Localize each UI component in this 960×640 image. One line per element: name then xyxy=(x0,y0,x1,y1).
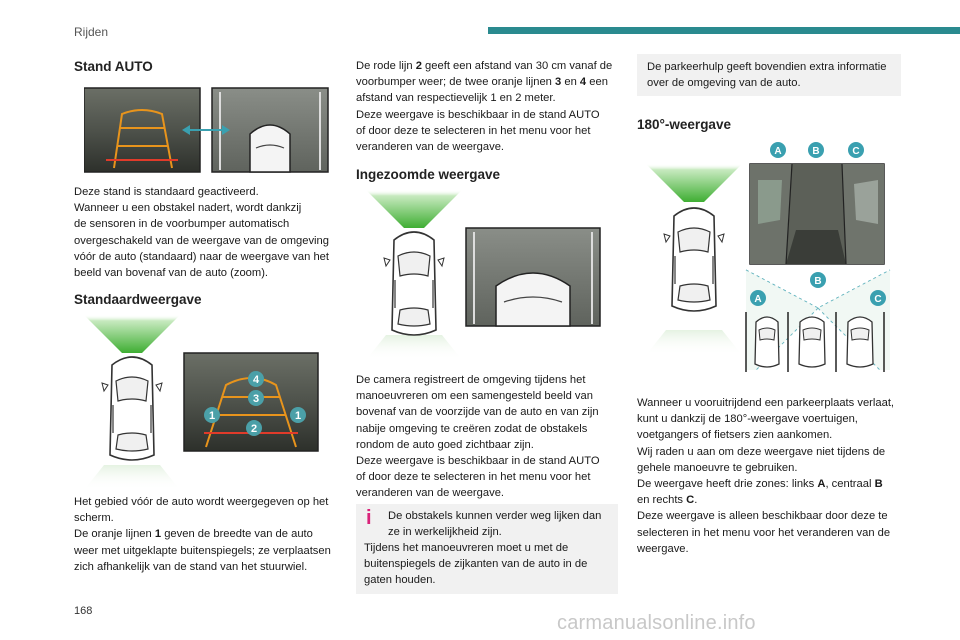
text-line: gaten houden. xyxy=(364,574,436,587)
badge-1-left: 1 xyxy=(208,410,216,422)
weergave-180-figure xyxy=(646,140,896,380)
text-line: rondom de auto goed zichtbaar zijn. xyxy=(356,438,534,451)
badge-1-right: 1 xyxy=(294,410,302,422)
text-line: De rode lijn 2 geeft een afstand van 30 cm vanaf de xyxy=(356,60,613,72)
text-line: weer met uitgeklapte buitenspiegels; ze verplaatsen xyxy=(74,544,331,557)
text-line: scherm. xyxy=(74,512,114,525)
text-line: veranderen van de weergave. xyxy=(356,141,505,154)
text-line: over de omgeving van de auto. xyxy=(647,77,801,90)
text-line: Wij raden u aan om deze weergave niet tijdens de xyxy=(637,445,886,458)
stand-auto-figure xyxy=(84,86,330,176)
heading-stand-auto: Stand AUTO xyxy=(74,59,153,74)
text-line: de sensoren in de voorbumper automatisch xyxy=(74,218,290,231)
text-line: afstand van respectievelijk 1 en 2 meter. xyxy=(356,92,556,105)
text-line: buitenspiegels de zijkanten van de auto in de xyxy=(364,558,588,571)
header-accent-bar xyxy=(488,27,960,34)
info-icon: i xyxy=(366,507,372,529)
text-line: voetgangers of fietsers zien aankomen. xyxy=(637,429,833,442)
standaard-text xyxy=(74,494,349,575)
text-line: vóór de auto (standaard) naar de weergave van het xyxy=(74,250,329,263)
text-line: ze in werkelijkheid zijn. xyxy=(388,526,502,539)
badge-3: 3 xyxy=(252,393,260,405)
text-line: Tijdens het manoeuvreren moet u met de xyxy=(364,542,569,554)
text-line: De obstakels kunnen verder weg lijken dan xyxy=(388,510,602,522)
badge-2: 2 xyxy=(250,423,258,435)
heading-180-weergave: 180°-weergave xyxy=(637,117,731,132)
text-line: Wanneer u vooruitrijdend een parkeerplaats verlaat, xyxy=(637,397,895,409)
text-line: veranderen van de weergave. xyxy=(356,487,505,500)
zone-label-b-top: B xyxy=(812,146,820,157)
text-line: bovenaf van de voorzijde van de auto en van zijn xyxy=(356,406,599,419)
page-number: 168 xyxy=(74,605,93,617)
badge-4: 4 xyxy=(252,374,260,386)
text-line: Het gebied vóór de auto wordt weergegeven op het xyxy=(74,496,329,508)
text-line: Wanneer u een obstakel nadert, wordt dankzij xyxy=(74,202,302,215)
text-line: De parkeerhulp geeft bovendien extra informatie xyxy=(647,61,887,73)
text-line: en rechts C. xyxy=(637,494,698,507)
zone-label-a-bottom: A xyxy=(754,294,762,305)
zone-label-c-top: C xyxy=(852,146,860,157)
text-line: Deze weergave is beschikbaar in de stand AUTO xyxy=(356,455,600,468)
text-line: overgeschakeld van de weergave van de omgeving xyxy=(74,234,329,247)
text-line: gehele manoeuvre te gebruiken. xyxy=(637,461,798,474)
standaard-text-continued xyxy=(356,58,624,155)
text-line: De camera registreert de omgeving tijdens het xyxy=(356,374,586,386)
text-line: voorbumper weer; de twee oranje lijnen 3 en 4 een xyxy=(356,76,608,89)
text-line: manoeuvreren om een samengesteld beeld van xyxy=(356,390,593,403)
stand-auto-text xyxy=(74,184,344,281)
standaardweergave-figure xyxy=(84,315,324,490)
zone-label-b-bottom: B xyxy=(814,276,822,287)
watermark: carmanualsonline.info xyxy=(557,612,756,634)
text-line: kunt u dankzij de 180°-weergave voertuigen, xyxy=(637,413,858,426)
text-line: nabije omgeving te creëren zodat de obstakels xyxy=(356,422,588,435)
text-line: Deze stand is standaard geactiveerd. xyxy=(74,186,259,198)
text-line: selecteren in het menu voor het veranderen van de xyxy=(637,526,891,539)
text-line: zich afhankelijk van de stand van het stuurwiel. xyxy=(74,560,308,573)
text-line: De oranje lijnen 1 geven de breedte van de auto xyxy=(74,528,313,541)
zone-label-c-bottom: C xyxy=(874,294,882,305)
info-box-obstakels xyxy=(356,504,618,594)
weergave-180-text xyxy=(637,395,912,557)
heading-standaardweergave: Standaardweergave xyxy=(74,292,202,307)
text-line: Deze weergave is beschikbaar in de stand AUTO xyxy=(356,108,600,121)
zone-label-a-top: A xyxy=(774,146,782,157)
text-line: weergave. xyxy=(637,542,689,555)
header-title: Rijden xyxy=(74,25,109,39)
text-line: De weergave heeft drie zones: links A, centraal B xyxy=(637,478,883,491)
text-line: of door deze te selecteren in het menu voor het xyxy=(356,471,591,484)
ingezoomde-figure xyxy=(366,190,606,360)
ingezoomde-text xyxy=(356,372,624,502)
text-line: beeld van bovenaf van de auto (zoom). xyxy=(74,267,269,280)
info-box-parkeerhulp xyxy=(637,54,901,96)
text-line: of door deze te selecteren in het menu voor het xyxy=(356,124,591,137)
heading-ingezoomde-weergave: Ingezoomde weergave xyxy=(356,167,501,182)
text-line: Deze weergave is alleen beschikbaar door deze te xyxy=(637,510,888,523)
